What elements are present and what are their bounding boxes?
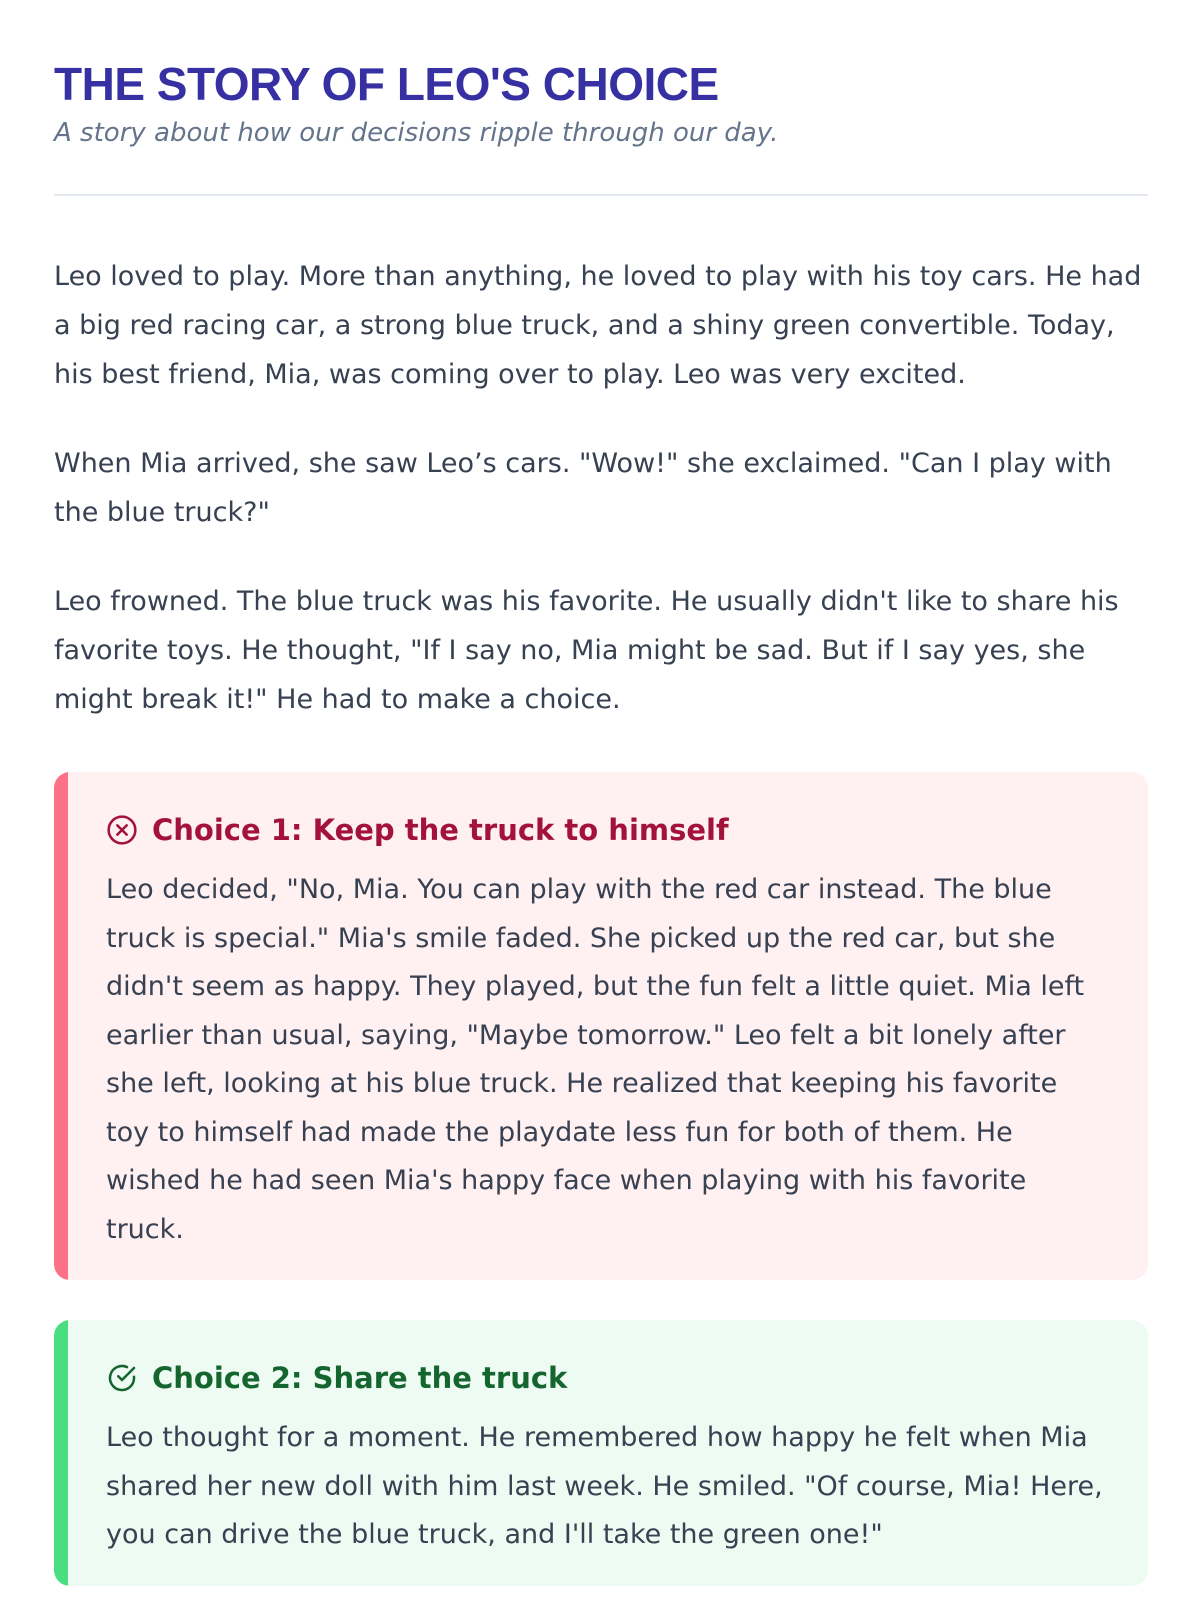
story-body [54, 252, 1148, 724]
choice-header [106, 810, 1108, 850]
x-circle-icon [106, 814, 138, 846]
choice-title: Choice 1: Keep the truck to himself [152, 813, 729, 847]
story-page [54, 0, 1148, 1586]
choice-text: Leo thought for a moment. He remembered how happy he felt when Mia shared her new doll with him last week. He smiled. "Of course, Mia! Here, you can drive the blue truck, and I'll take the green one!" [106, 1422, 1103, 1550]
story-paragraph: Leo frowned. The blue truck was his favorite. He usually didn't like to share his favorite toys. He thought, "If I say no, Mia might be sad. But if I say yes, she might break it!" He had to make a choice. [54, 586, 1119, 715]
check-circle-icon [106, 1362, 138, 1394]
choice-title: Choice 2: Share the truck [152, 1361, 568, 1395]
choice-card-keep [54, 772, 1148, 1280]
story-paragraph: When Mia arrived, she saw Leo’s cars. "Wow!" she exclaimed. "Can I play with the blue truck?" [54, 448, 1112, 528]
page-title: THE STORY OF LEO'S CHOICE [54, 58, 719, 110]
choice-card-share [54, 1320, 1148, 1586]
choice-header [106, 1358, 1108, 1398]
page-subtitle: A story about how our decisions ripple through our day. [54, 118, 779, 148]
header-divider [54, 194, 1148, 196]
choice-text: Leo decided, "No, Mia. You can play with the red car instead. The blue truck is special." Mia's smile faded. She picked up the red car, but she didn't seem as happy. They played, but the fun felt a little quiet. Mia left earlier than usual, saying, "Maybe tomorrow." Leo felt a bit lonely after she left, looking at his blue truck. He realized that keeping his favorite toy to himself had made the playdate less fun for both of them. He wished he had seen Mia's happy face when playing with his favorite truck. [106, 874, 1085, 1245]
story-paragraph: Leo loved to play. More than anything, he loved to play with his toy cars. He had a big red racing car, a strong blue truck, and a shiny green convertible. Today, his best friend, Mia, was coming over to play. Leo was very excited. [54, 261, 1142, 390]
